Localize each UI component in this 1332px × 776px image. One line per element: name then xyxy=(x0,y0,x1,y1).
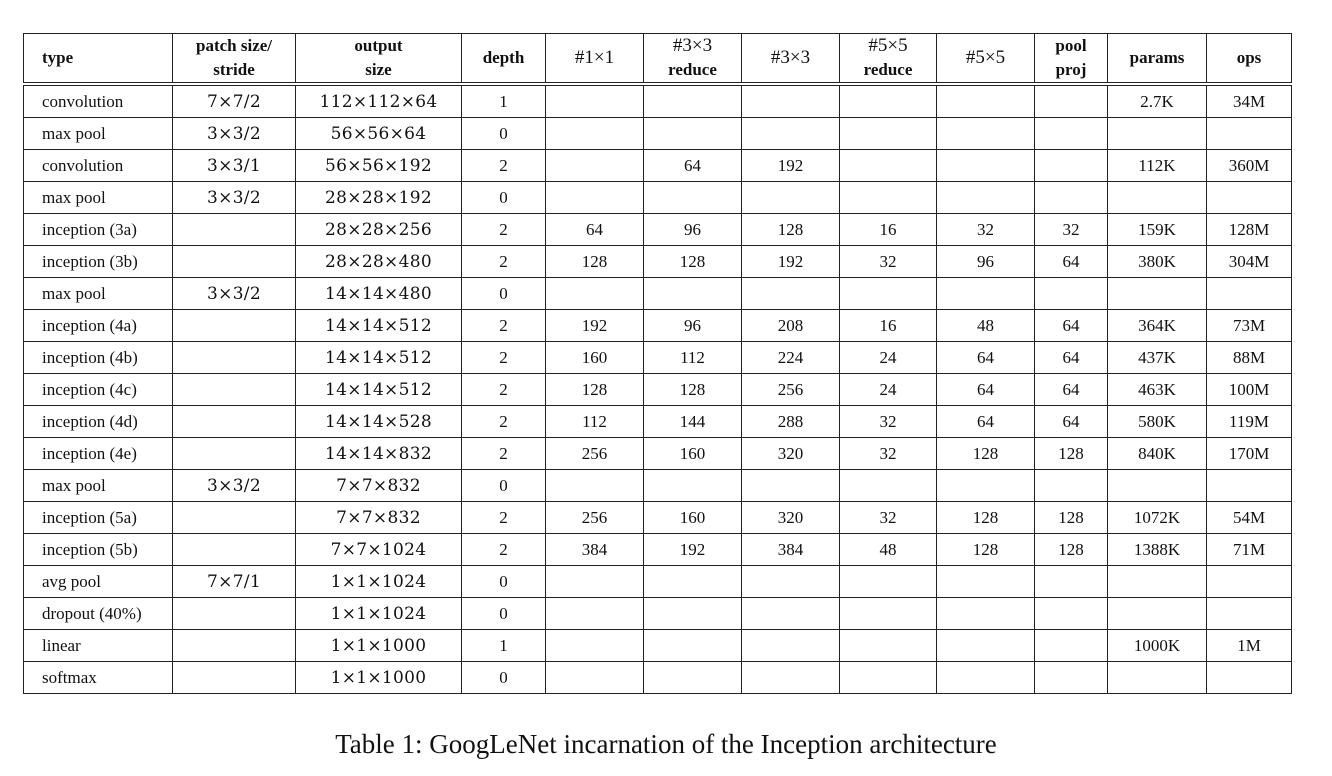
header-5x5-reduce xyxy=(840,34,937,85)
cell-depth: 2 xyxy=(462,438,546,470)
cell-output-size: 1×1×1024 xyxy=(296,598,462,630)
cell-5x5: 128 xyxy=(937,534,1035,566)
cell-5x5 xyxy=(937,150,1035,182)
header-type xyxy=(24,34,173,85)
cell-3x3-reduce: 144 xyxy=(644,406,742,438)
cell-3x3 xyxy=(742,662,840,694)
header-sublabel: size xyxy=(365,60,392,79)
cell-1x1: 256 xyxy=(546,438,644,470)
header-ops xyxy=(1207,34,1292,85)
cell-params xyxy=(1108,566,1207,598)
cell-patch-size-stride xyxy=(173,214,296,246)
cell-output-size: 1×1×1000 xyxy=(296,630,462,662)
cell-1x1 xyxy=(546,278,644,310)
cell-5x5-reduce xyxy=(840,630,937,662)
cell-type: inception (5b) xyxy=(24,534,173,566)
cell-ops xyxy=(1207,470,1292,502)
cell-depth: 1 xyxy=(462,84,546,118)
table-row xyxy=(24,84,1292,118)
cell-3x3 xyxy=(742,118,840,150)
cell-5x5-reduce xyxy=(840,566,937,598)
cell-pool-proj xyxy=(1035,118,1108,150)
cell-3x3-reduce xyxy=(644,662,742,694)
cell-5x5 xyxy=(937,566,1035,598)
cell-5x5-reduce: 16 xyxy=(840,214,937,246)
header-label: pool xyxy=(1055,36,1087,55)
cell-pool-proj: 64 xyxy=(1035,310,1108,342)
header-sublabel: reduce xyxy=(668,60,717,79)
cell-1x1 xyxy=(546,182,644,214)
cell-depth: 1 xyxy=(462,630,546,662)
cell-type: avg pool xyxy=(24,566,173,598)
header-5x5 xyxy=(937,34,1035,85)
cell-3x3-reduce: 112 xyxy=(644,342,742,374)
cell-5x5-reduce: 32 xyxy=(840,438,937,470)
table-row xyxy=(24,406,1292,438)
cell-3x3-reduce: 96 xyxy=(644,214,742,246)
cell-depth: 2 xyxy=(462,502,546,534)
cell-params: 463K xyxy=(1108,374,1207,406)
cell-depth: 0 xyxy=(462,470,546,502)
header-1x1 xyxy=(546,34,644,85)
cell-type: inception (3b) xyxy=(24,246,173,278)
cell-pool-proj: 64 xyxy=(1035,406,1108,438)
table-row xyxy=(24,214,1292,246)
cell-output-size: 56×56×64 xyxy=(296,118,462,150)
cell-5x5: 128 xyxy=(937,438,1035,470)
architecture-table xyxy=(23,33,1292,694)
cell-pool-proj: 128 xyxy=(1035,438,1108,470)
cell-type: max pool xyxy=(24,278,173,310)
cell-1x1 xyxy=(546,598,644,630)
cell-patch-size-stride: 7×7/2 xyxy=(173,84,296,118)
header-label: #5×5 xyxy=(965,47,1006,68)
cell-3x3: 384 xyxy=(742,534,840,566)
header-patch-size-stride xyxy=(173,34,296,85)
cell-1x1: 256 xyxy=(546,502,644,534)
cell-ops: 304M xyxy=(1207,246,1292,278)
cell-ops: 100M xyxy=(1207,374,1292,406)
cell-params: 112K xyxy=(1108,150,1207,182)
cell-patch-size-stride xyxy=(173,630,296,662)
header-label: #3×3 xyxy=(770,47,811,68)
cell-5x5: 32 xyxy=(937,214,1035,246)
cell-3x3: 128 xyxy=(742,214,840,246)
cell-5x5: 48 xyxy=(937,310,1035,342)
cell-3x3: 320 xyxy=(742,502,840,534)
cell-type: convolution xyxy=(24,84,173,118)
cell-patch-size-stride xyxy=(173,438,296,470)
header-label: #5×5 xyxy=(868,35,908,56)
cell-3x3 xyxy=(742,598,840,630)
cell-depth: 0 xyxy=(462,278,546,310)
cell-3x3 xyxy=(742,278,840,310)
cell-pool-proj xyxy=(1035,150,1108,182)
cell-output-size: 56×56×192 xyxy=(296,150,462,182)
table-row xyxy=(24,118,1292,150)
cell-3x3-reduce: 128 xyxy=(644,246,742,278)
cell-params xyxy=(1108,662,1207,694)
header-row xyxy=(24,34,1292,85)
cell-5x5: 128 xyxy=(937,502,1035,534)
cell-1x1 xyxy=(546,118,644,150)
cell-depth: 2 xyxy=(462,406,546,438)
cell-3x3 xyxy=(742,84,840,118)
cell-depth: 0 xyxy=(462,118,546,150)
cell-ops: 73M xyxy=(1207,310,1292,342)
cell-1x1: 160 xyxy=(546,342,644,374)
cell-ops: 360M xyxy=(1207,150,1292,182)
cell-params xyxy=(1108,598,1207,630)
cell-5x5-reduce: 32 xyxy=(840,502,937,534)
cell-patch-size-stride xyxy=(173,310,296,342)
cell-output-size: 7×7×1024 xyxy=(296,534,462,566)
cell-5x5 xyxy=(937,84,1035,118)
cell-patch-size-stride: 7×7/1 xyxy=(173,566,296,598)
cell-5x5: 64 xyxy=(937,374,1035,406)
cell-params: 380K xyxy=(1108,246,1207,278)
header-output-size xyxy=(296,34,462,85)
cell-params xyxy=(1108,182,1207,214)
cell-1x1: 384 xyxy=(546,534,644,566)
table-row xyxy=(24,438,1292,470)
cell-pool-proj xyxy=(1035,630,1108,662)
cell-patch-size-stride xyxy=(173,374,296,406)
cell-depth: 2 xyxy=(462,214,546,246)
cell-patch-size-stride xyxy=(173,662,296,694)
cell-1x1: 128 xyxy=(546,374,644,406)
cell-patch-size-stride: 3×3/1 xyxy=(173,150,296,182)
table-row xyxy=(24,502,1292,534)
cell-3x3-reduce xyxy=(644,470,742,502)
cell-patch-size-stride xyxy=(173,598,296,630)
cell-pool-proj xyxy=(1035,470,1108,502)
cell-params: 159K xyxy=(1108,214,1207,246)
header-label: depth xyxy=(482,48,525,67)
header-label: ops xyxy=(1236,48,1262,67)
cell-type: linear xyxy=(24,630,173,662)
cell-patch-size-stride xyxy=(173,534,296,566)
cell-1x1 xyxy=(546,470,644,502)
cell-output-size: 14×14×512 xyxy=(296,342,462,374)
cell-3x3: 192 xyxy=(742,246,840,278)
table-row xyxy=(24,342,1292,374)
cell-3x3-reduce xyxy=(644,566,742,598)
cell-5x5 xyxy=(937,118,1035,150)
cell-5x5-reduce: 48 xyxy=(840,534,937,566)
table-row xyxy=(24,278,1292,310)
cell-pool-proj xyxy=(1035,182,1108,214)
cell-type: inception (5a) xyxy=(24,502,173,534)
header-depth xyxy=(462,34,546,85)
header-label: output xyxy=(354,36,403,55)
cell-3x3: 208 xyxy=(742,310,840,342)
cell-ops xyxy=(1207,182,1292,214)
cell-5x5-reduce: 32 xyxy=(840,406,937,438)
cell-params: 437K xyxy=(1108,342,1207,374)
table-row xyxy=(24,566,1292,598)
cell-type: inception (4b) xyxy=(24,342,173,374)
cell-depth: 0 xyxy=(462,566,546,598)
cell-5x5 xyxy=(937,470,1035,502)
header-sublabel: stride xyxy=(213,60,255,79)
cell-patch-size-stride: 3×3/2 xyxy=(173,182,296,214)
cell-ops xyxy=(1207,278,1292,310)
cell-1x1 xyxy=(546,566,644,598)
cell-3x3-reduce: 128 xyxy=(644,374,742,406)
header-label: type xyxy=(42,48,74,67)
cell-depth: 2 xyxy=(462,374,546,406)
cell-5x5 xyxy=(937,182,1035,214)
cell-params: 1072K xyxy=(1108,502,1207,534)
cell-pool-proj: 64 xyxy=(1035,342,1108,374)
cell-output-size: 28×28×256 xyxy=(296,214,462,246)
cell-ops xyxy=(1207,566,1292,598)
cell-type: convolution xyxy=(24,150,173,182)
cell-pool-proj: 128 xyxy=(1035,534,1108,566)
cell-3x3 xyxy=(742,566,840,598)
cell-params: 364K xyxy=(1108,310,1207,342)
cell-pool-proj xyxy=(1035,598,1108,630)
cell-type: dropout (40%) xyxy=(24,598,173,630)
cell-depth: 2 xyxy=(462,246,546,278)
cell-pool-proj: 64 xyxy=(1035,246,1108,278)
cell-output-size: 28×28×192 xyxy=(296,182,462,214)
cell-5x5 xyxy=(937,662,1035,694)
cell-3x3: 288 xyxy=(742,406,840,438)
cell-3x3-reduce xyxy=(644,118,742,150)
cell-5x5-reduce xyxy=(840,662,937,694)
cell-ops: 128M xyxy=(1207,214,1292,246)
cell-3x3: 224 xyxy=(742,342,840,374)
header-3x3 xyxy=(742,34,840,85)
cell-1x1: 64 xyxy=(546,214,644,246)
table-row xyxy=(24,534,1292,566)
cell-1x1 xyxy=(546,84,644,118)
cell-3x3-reduce: 192 xyxy=(644,534,742,566)
cell-depth: 2 xyxy=(462,534,546,566)
cell-3x3: 256 xyxy=(742,374,840,406)
cell-params xyxy=(1108,278,1207,310)
cell-type: inception (4c) xyxy=(24,374,173,406)
cell-output-size: 14×14×528 xyxy=(296,406,462,438)
cell-3x3-reduce: 160 xyxy=(644,502,742,534)
cell-depth: 2 xyxy=(462,342,546,374)
cell-output-size: 14×14×832 xyxy=(296,438,462,470)
cell-ops xyxy=(1207,118,1292,150)
cell-patch-size-stride: 3×3/2 xyxy=(173,470,296,502)
header-pool-proj xyxy=(1035,34,1108,85)
cell-ops: 71M xyxy=(1207,534,1292,566)
cell-type: max pool xyxy=(24,182,173,214)
cell-5x5-reduce xyxy=(840,84,937,118)
cell-pool-proj xyxy=(1035,566,1108,598)
cell-output-size: 7×7×832 xyxy=(296,470,462,502)
cell-3x3: 320 xyxy=(742,438,840,470)
cell-ops: 34M xyxy=(1207,84,1292,118)
cell-1x1: 128 xyxy=(546,246,644,278)
cell-5x5-reduce xyxy=(840,118,937,150)
cell-params: 1000K xyxy=(1108,630,1207,662)
cell-params xyxy=(1108,118,1207,150)
cell-patch-size-stride xyxy=(173,502,296,534)
cell-3x3-reduce xyxy=(644,278,742,310)
cell-3x3-reduce xyxy=(644,84,742,118)
cell-5x5-reduce xyxy=(840,150,937,182)
cell-pool-proj xyxy=(1035,84,1108,118)
cell-ops: 1M xyxy=(1207,630,1292,662)
cell-5x5-reduce: 24 xyxy=(840,374,937,406)
cell-3x3 xyxy=(742,470,840,502)
cell-pool-proj: 128 xyxy=(1035,502,1108,534)
cell-patch-size-stride: 3×3/2 xyxy=(173,118,296,150)
cell-output-size: 14×14×512 xyxy=(296,310,462,342)
cell-depth: 2 xyxy=(462,310,546,342)
header-sublabel: proj xyxy=(1055,60,1087,79)
table-row xyxy=(24,310,1292,342)
cell-depth: 2 xyxy=(462,150,546,182)
cell-3x3-reduce: 64 xyxy=(644,150,742,182)
table-header xyxy=(24,34,1292,85)
cell-5x5: 64 xyxy=(937,406,1035,438)
cell-type: softmax xyxy=(24,662,173,694)
cell-3x3 xyxy=(742,630,840,662)
cell-output-size: 1×1×1000 xyxy=(296,662,462,694)
cell-ops: 54M xyxy=(1207,502,1292,534)
cell-3x3 xyxy=(742,182,840,214)
cell-params: 1388K xyxy=(1108,534,1207,566)
table-row xyxy=(24,182,1292,214)
cell-params xyxy=(1108,470,1207,502)
cell-patch-size-stride xyxy=(173,342,296,374)
header-label: #3×3 xyxy=(672,35,713,56)
cell-5x5-reduce xyxy=(840,598,937,630)
cell-patch-size-stride: 3×3/2 xyxy=(173,278,296,310)
cell-pool-proj: 32 xyxy=(1035,214,1108,246)
cell-params: 2.7K xyxy=(1108,84,1207,118)
cell-3x3-reduce: 160 xyxy=(644,438,742,470)
cell-output-size: 14×14×512 xyxy=(296,374,462,406)
cell-5x5-reduce xyxy=(840,470,937,502)
cell-5x5 xyxy=(937,630,1035,662)
cell-type: inception (4d) xyxy=(24,406,173,438)
cell-3x3-reduce xyxy=(644,598,742,630)
header-label: patch size/ xyxy=(195,36,273,55)
cell-5x5-reduce: 24 xyxy=(840,342,937,374)
cell-output-size: 14×14×480 xyxy=(296,278,462,310)
cell-5x5-reduce: 16 xyxy=(840,310,937,342)
cell-3x3-reduce xyxy=(644,630,742,662)
cell-ops: 88M xyxy=(1207,342,1292,374)
table-row xyxy=(24,662,1292,694)
cell-depth: 0 xyxy=(462,182,546,214)
cell-1x1: 192 xyxy=(546,310,644,342)
header-sublabel: reduce xyxy=(863,60,913,79)
cell-3x3-reduce: 96 xyxy=(644,310,742,342)
cell-5x5-reduce xyxy=(840,182,937,214)
header-label: params xyxy=(1129,48,1185,67)
cell-ops xyxy=(1207,662,1292,694)
header-label: #1×1 xyxy=(574,47,615,68)
cell-type: max pool xyxy=(24,118,173,150)
cell-depth: 0 xyxy=(462,598,546,630)
cell-5x5-reduce: 32 xyxy=(840,246,937,278)
cell-type: inception (4a) xyxy=(24,310,173,342)
cell-pool-proj xyxy=(1035,278,1108,310)
cell-output-size: 1×1×1024 xyxy=(296,566,462,598)
table-row xyxy=(24,598,1292,630)
cell-ops xyxy=(1207,598,1292,630)
cell-5x5-reduce xyxy=(840,278,937,310)
cell-3x3-reduce xyxy=(644,182,742,214)
table-row xyxy=(24,246,1292,278)
cell-depth: 0 xyxy=(462,662,546,694)
cell-1x1: 112 xyxy=(546,406,644,438)
cell-params: 840K xyxy=(1108,438,1207,470)
cell-output-size: 7×7×832 xyxy=(296,502,462,534)
table-row xyxy=(24,630,1292,662)
header-3x3-reduce xyxy=(644,34,742,85)
cell-5x5 xyxy=(937,278,1035,310)
cell-type: inception (4e) xyxy=(24,438,173,470)
cell-1x1 xyxy=(546,662,644,694)
cell-ops: 119M xyxy=(1207,406,1292,438)
cell-patch-size-stride xyxy=(173,246,296,278)
cell-type: max pool xyxy=(24,470,173,502)
cell-pool-proj: 64 xyxy=(1035,374,1108,406)
header-params xyxy=(1108,34,1207,85)
cell-5x5: 96 xyxy=(937,246,1035,278)
cell-ops: 170M xyxy=(1207,438,1292,470)
table-row xyxy=(24,150,1292,182)
table-body xyxy=(24,84,1292,694)
cell-type: inception (3a) xyxy=(24,214,173,246)
cell-output-size: 28×28×480 xyxy=(296,246,462,278)
table-row xyxy=(24,470,1292,502)
cell-1x1 xyxy=(546,150,644,182)
cell-output-size: 112×112×64 xyxy=(296,84,462,118)
table-caption: Table 1: GoogLeNet incarnation of the Inception architecture xyxy=(335,729,997,759)
cell-5x5: 64 xyxy=(937,342,1035,374)
cell-patch-size-stride xyxy=(173,406,296,438)
table-row xyxy=(24,374,1292,406)
cell-params: 580K xyxy=(1108,406,1207,438)
cell-1x1 xyxy=(546,630,644,662)
cell-5x5 xyxy=(937,598,1035,630)
cell-pool-proj xyxy=(1035,662,1108,694)
cell-3x3: 192 xyxy=(742,150,840,182)
